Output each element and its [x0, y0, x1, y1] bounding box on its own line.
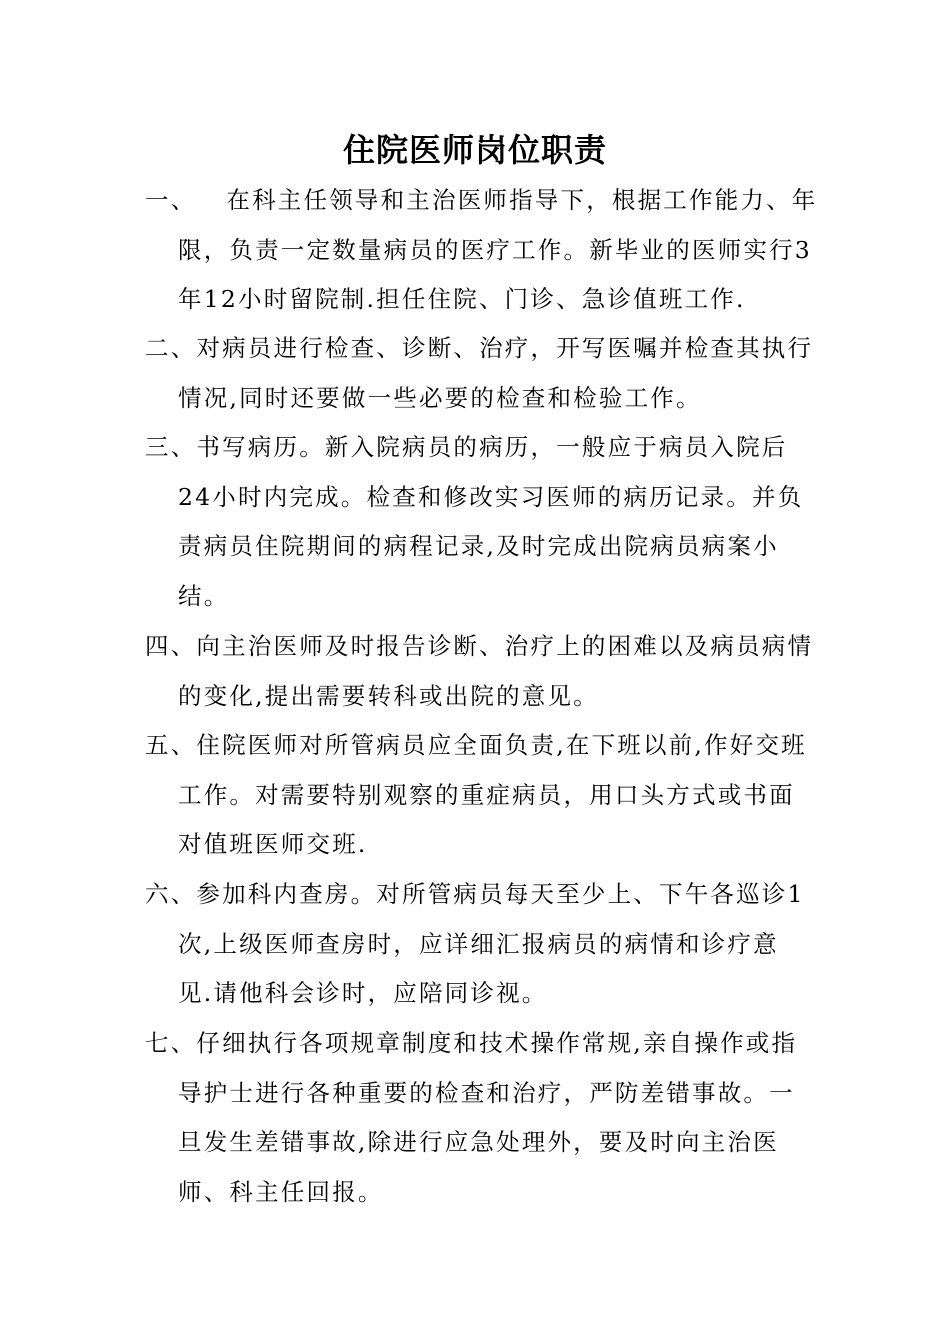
item-text: 仔细执行各项规章制度和技术操作常规,亲自操作或指	[196, 1029, 798, 1057]
item-text: 书写病历。新入院病员的病历，一般应于病员入院后	[196, 433, 788, 461]
item-line: 结。	[178, 581, 230, 610]
item-line: 责病员住院期间的病程记录,及时完成出院病员病案小	[178, 532, 779, 560]
duty-item-7	[145, 1019, 815, 1217]
item-line	[145, 423, 815, 473]
item-line: 年12小时留院制.担任住院、门诊、急诊值班工作.	[178, 285, 746, 313]
duty-item-4	[145, 622, 815, 721]
item-number: 五、	[145, 731, 197, 759]
item-line: 的变化,提出需要转科或出院的意见。	[178, 681, 599, 710]
duty-item-5	[145, 721, 815, 870]
item-line: 工作。对需要特别观察的重症病员，用口头方式或书面	[178, 780, 795, 809]
item-line	[145, 721, 815, 771]
item-line	[145, 870, 815, 920]
duty-item-1	[145, 176, 818, 325]
item-text: 参加科内查房。对所管病员每天至少上、下午各巡诊1	[196, 880, 805, 908]
item-number: 三、	[145, 433, 197, 461]
item-number: 四、	[145, 632, 197, 660]
item-line	[145, 1019, 815, 1069]
item-line	[145, 324, 815, 374]
item-number: 七、	[145, 1029, 197, 1057]
item-line: 师、科主任回报。	[178, 1177, 384, 1206]
item-text: 在科主任领导和主治医师指导下，根据工作能力、年	[226, 186, 818, 214]
item-text: 住院医师对所管病员应全面负责,在下班以前,作好交班	[196, 731, 807, 759]
item-text: 对病员进行检查、诊断、治疗，开写医嘱并检查其执行	[196, 334, 814, 362]
item-line: 次,上级医师查房时，应详细汇报病员的病情和诊疗意	[178, 929, 779, 958]
document-title: 住院医师岗位职责	[342, 131, 607, 169]
item-line: 限，负责一定数量病员的医疗工作。新毕业的医师实行3	[178, 235, 812, 264]
duty-item-3	[145, 423, 815, 621]
item-line: 见.请他科会诊时，应陪同诊视。	[178, 979, 548, 1007]
item-number: 二、	[145, 334, 197, 362]
item-number: 一、	[145, 186, 197, 214]
duty-item-2	[145, 324, 815, 423]
item-line: 导护士进行各种重要的检查和治疗，严防差错事故。一	[178, 1078, 795, 1107]
item-text: 向主治医师及时报告诊断、治疗上的困难以及病员病情	[196, 632, 814, 660]
item-line: 24小时内完成。检查和修改实习医师的病历记录。并负	[178, 482, 804, 511]
item-line	[145, 176, 818, 226]
item-line: 旦发生差错事故,除进行应急处理外，要及时向主治医	[178, 1128, 779, 1156]
duty-item-6	[145, 870, 815, 1019]
item-line	[145, 622, 815, 672]
item-line: 情况,同时还要做一些必要的检查和检验工作。	[178, 383, 702, 412]
item-number: 六、	[145, 880, 197, 908]
item-line: 对值班医师交班.	[178, 830, 368, 858]
